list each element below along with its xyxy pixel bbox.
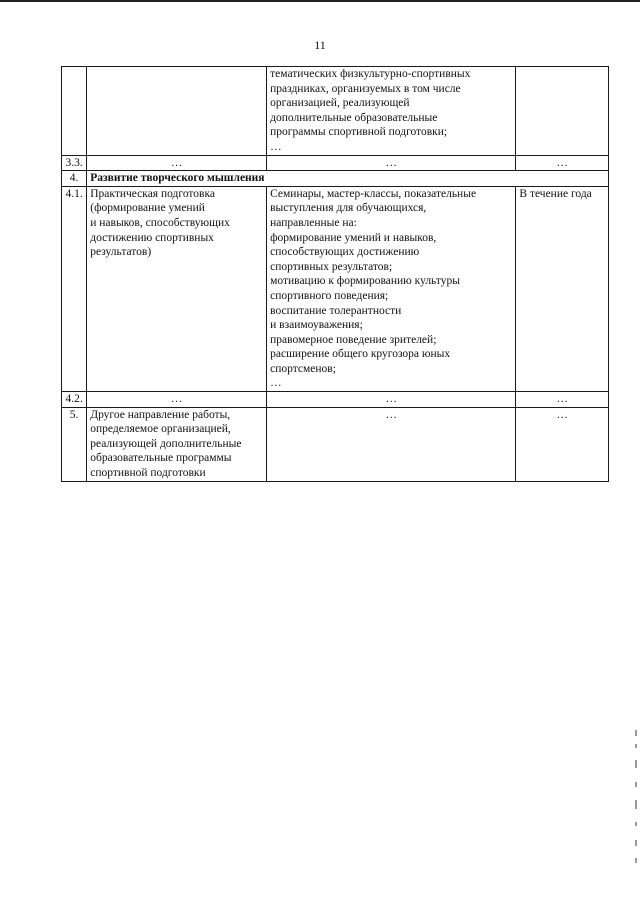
content-line: спортивного поведения; [270, 289, 389, 302]
direction-line: определяемое организацией, [90, 423, 231, 436]
direction-line: достижению спортивных [90, 231, 214, 244]
top-rule [0, 0, 640, 2]
content-line: формирование умений и навыков, [270, 231, 437, 244]
date-cell: … [516, 392, 609, 408]
content-line: спортивных результатов; [270, 260, 393, 273]
direction-cell [87, 186, 267, 391]
date-cell: В течение года [516, 186, 609, 391]
content-line: … [270, 377, 282, 390]
date-cell: … [516, 155, 609, 171]
page-number: 11 [314, 38, 326, 52]
table-row-3-3 [62, 155, 609, 171]
row-number: 4. [62, 171, 87, 187]
plan-table [61, 66, 609, 482]
direction-line: Практическая подготовка [90, 187, 215, 200]
direction-line: образовательные программы [90, 452, 232, 465]
content-line: организацией, реализующей [270, 97, 410, 110]
content-line: Семинары, мастер-классы, показательные [270, 187, 477, 200]
row-number: 4.2. [62, 392, 87, 408]
content-line: воспитание толерантности [270, 304, 402, 317]
table-row-4-2 [62, 392, 609, 408]
direction-line: спортивной подготовки [90, 467, 206, 480]
content-line: спортсменов; [270, 362, 336, 375]
row-number: 3.3. [62, 155, 87, 171]
content-line: тематических физкультурно-спортивных [270, 68, 471, 80]
num-cell [62, 67, 87, 156]
direction-line: (формирование умений [90, 202, 205, 215]
date-cell: … [516, 407, 609, 481]
row-number: 5. [62, 407, 87, 481]
content-line: правомерное поведение зрителей; [270, 333, 437, 346]
content-line: программы спортивной подготовки; [270, 126, 448, 139]
direction-cell: … [87, 155, 267, 171]
content-line: дополнительные образовательные [270, 111, 438, 124]
content-cell: … [267, 392, 516, 408]
content-line: выступления для обучающихся, [270, 202, 427, 215]
content-cell [267, 67, 516, 156]
content-line: мотивацию к формированию культуры [270, 275, 460, 288]
direction-cell [87, 407, 267, 481]
scan-artifact-marks [635, 730, 638, 870]
row-number: 4.1. [62, 186, 87, 391]
content-cell [267, 186, 516, 391]
table-row-4-1 [62, 186, 609, 391]
content-line: расширение общего кругозора юных [270, 348, 451, 361]
content-line: и взаимоуважения; [270, 319, 363, 332]
date-cell [516, 67, 609, 156]
content-line: … [270, 140, 282, 153]
direction-cell: … [87, 392, 267, 408]
direction-line: и навыков, способствующих [90, 216, 230, 229]
direction-line: Другое направление работы, [90, 408, 231, 421]
direction-cell [87, 67, 267, 156]
table-row-3-2-continued [62, 67, 609, 156]
content-line: способствующих достижению [270, 246, 420, 259]
content-line: праздниках, организуемых в том числе [270, 82, 461, 95]
direction-line: реализующей дополнительные [90, 437, 242, 450]
content-line: направленные на: [270, 216, 357, 229]
table-row-5 [62, 407, 609, 481]
direction-line: результатов) [90, 246, 152, 259]
table-row-4-section [62, 171, 609, 187]
content-cell: … [267, 407, 516, 481]
content-cell: … [267, 155, 516, 171]
section-title: Развитие творческого мышления [87, 171, 609, 187]
